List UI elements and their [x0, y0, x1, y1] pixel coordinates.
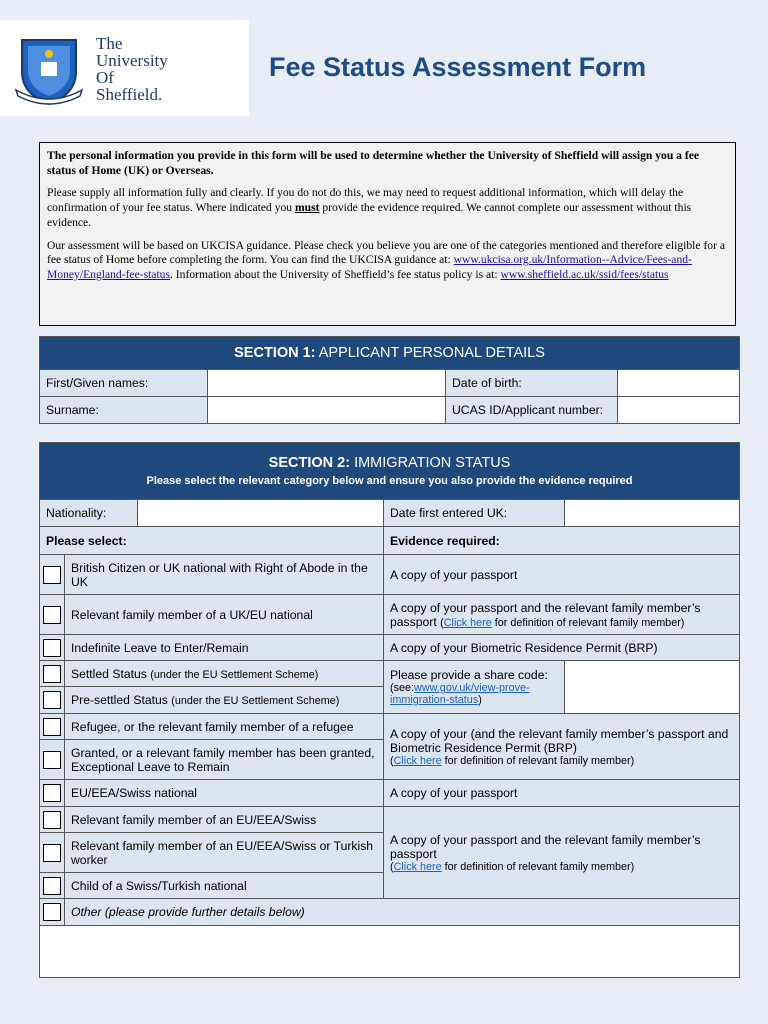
british-citizen-checkbox[interactable] — [40, 555, 65, 595]
family-uk-eu-option: Relevant family member of a UK/EU national — [65, 595, 384, 635]
evidence-share-code: Please provide a share code: (see:www.gov.uk/view-prove-immigration-status) — [384, 661, 565, 714]
section-1-table — [39, 336, 740, 424]
date-of-birth-label: Date of birth: — [446, 370, 618, 397]
surname-input[interactable] — [208, 397, 446, 424]
nationality-input[interactable] — [138, 500, 384, 527]
british-citizen-option: British Citizen or UK national with Right of Abode in the UK — [65, 555, 384, 595]
family-definition-link-1[interactable]: Click here — [443, 616, 492, 629]
ilr-option: Indefinite Leave to Enter/Remain — [65, 635, 384, 661]
first-names-input[interactable] — [208, 370, 446, 397]
page-title: Fee Status Assessment Form — [269, 52, 647, 82]
section-2-table — [39, 442, 740, 978]
family-uk-eu-checkbox[interactable] — [40, 595, 65, 635]
university-logo — [0, 20, 249, 116]
evidence-passport-family: A copy of your passport and the relevant family member’s passport (Click here for definition of relevant family member) — [384, 595, 740, 635]
evidence-required-heading: Evidence required: — [384, 527, 740, 555]
university-wordmark: The University Of Sheffield. — [96, 34, 168, 104]
child-swiss-turkish-option: Child of a Swiss/Turkish national — [65, 873, 384, 899]
first-names-label: First/Given names: — [40, 370, 208, 397]
elr-option: Granted, or a relevant family member has been granted, Exceptional Leave to Remain — [65, 740, 384, 780]
family-eu-option: Relevant family member of an EU/EEA/Swiss — [65, 807, 384, 833]
intro-paragraph-2: Please supply all information fully and clearly. If you do not do this, we may need to request additional information, which will delay the confirmation of your fee status. Where indicated you must provide the evidence required. We cannot complete our assessment without this evidence. — [47, 186, 692, 229]
university-crest-icon — [14, 32, 84, 108]
family-eu-turkish-checkbox[interactable] — [40, 833, 65, 873]
nationality-label: Nationality: — [40, 500, 138, 527]
evidence-passport: A copy of your passport — [384, 555, 740, 595]
other-option: Other (please provide further details below) — [65, 899, 740, 926]
intro-paragraph-3: Our assessment will be based on UKCISA guidance. Please check you believe you are one of the categories mentioned and therefore eligible for a fee status of Home before completing the form. You can find the UKCISA guidance at: www.ukcisa.org.uk/Information--Advice/Fees-and-Money/England-fee-status. Information about the University of Sheffield’s fee status policy is at: www.sheffield.ac.uk/ssid/fees/status — [47, 238, 726, 281]
refugee-option: Refugee, or the relevant family member of a refugee — [65, 714, 384, 740]
intro-paragraph-1: The personal information you provide in this form will be used to determine whether the University of Sheffield will assign you a fee status of Home (UK) or Overseas. — [47, 149, 700, 177]
section-2-header: SECTION 2: IMMIGRATION STATUS Please select the relevant category below and ensure you also provide the evidence required — [40, 443, 740, 500]
evidence-passport-eu-family: A copy of your passport and the relevant family member’s passport (Click here for definition of relevant family member) — [384, 807, 740, 899]
gov-share-code-link[interactable]: www.gov.uk/view-prove-immigration-status — [390, 682, 530, 706]
other-details-textarea[interactable] — [40, 926, 740, 978]
child-swiss-turkish-checkbox[interactable] — [40, 873, 65, 899]
family-definition-link-2[interactable]: Click here — [393, 754, 442, 767]
ucas-id-input[interactable] — [618, 397, 740, 424]
family-eu-checkbox[interactable] — [40, 807, 65, 833]
family-eu-turkish-option: Relevant family member of an EU/EEA/Swiss or Turkish worker — [65, 833, 384, 873]
evidence-passport-eu: A copy of your passport — [384, 780, 740, 807]
ukcisa-link[interactable]: www.ukcisa.org.uk/Information--Advice/Fees-and-Money/England-fee-status — [47, 253, 692, 281]
refugee-checkbox[interactable] — [40, 714, 65, 740]
section-1-header: SECTION 1: APPLICANT PERSONAL DETAILS — [40, 337, 740, 370]
share-code-input[interactable] — [565, 661, 740, 714]
other-checkbox[interactable] — [40, 899, 65, 926]
fee-status-policy-link[interactable]: www.sheffield.ac.uk/ssid/fees/status — [500, 267, 669, 281]
surname-label: Surname: — [40, 397, 208, 424]
pre-settled-status-option: Pre-settled Status (under the EU Settlement Scheme) — [65, 687, 384, 714]
please-select-heading: Please select: — [40, 527, 384, 555]
pre-settled-status-checkbox[interactable] — [40, 687, 65, 714]
settled-status-checkbox[interactable] — [40, 661, 65, 687]
intro-notice — [39, 142, 736, 326]
evidence-brp: A copy of your Biometric Residence Permit (BRP) — [384, 635, 740, 661]
ucas-id-label: UCAS ID/Applicant number: — [446, 397, 618, 424]
evidence-passport-brp-family: A copy of your (and the relevant family member’s passport and Biometric Residence Permit (BRP) (Click here for definition of relevant family member) — [384, 714, 740, 780]
section-2-subtitle: Please select the relevant category below and ensure you also provide the evidence required — [146, 475, 633, 487]
family-definition-link-3[interactable]: Click here — [393, 860, 442, 873]
date-entered-uk-label: Date first entered UK: — [384, 500, 565, 527]
elr-checkbox[interactable] — [40, 740, 65, 780]
date-of-birth-input[interactable] — [618, 370, 740, 397]
ilr-checkbox[interactable] — [40, 635, 65, 661]
settled-status-option: Settled Status (under the EU Settlement Scheme) — [65, 661, 384, 687]
eu-national-checkbox[interactable] — [40, 780, 65, 807]
eu-national-option: EU/EEA/Swiss national — [65, 780, 384, 807]
date-entered-uk-input[interactable] — [565, 500, 740, 527]
